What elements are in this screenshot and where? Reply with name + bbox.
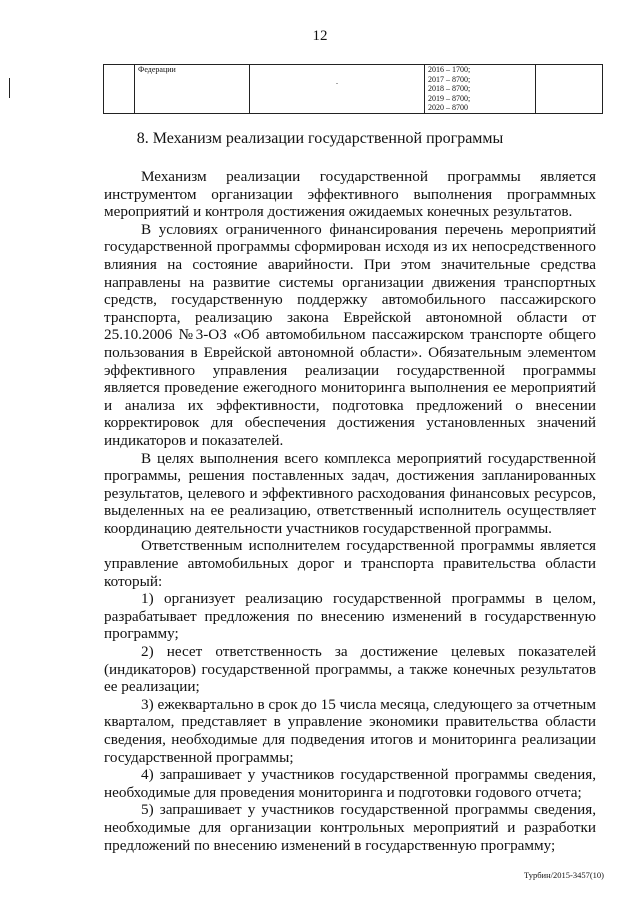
year-line: 2018 – 8700;	[428, 84, 471, 94]
table-cell-years	[425, 65, 536, 114]
year-line: 2019 – 8700;	[428, 93, 471, 103]
paragraph-financing: В условиях ограниченного финансирования перечень мероприятий государственной программы сформирован исходя из их непосредственного влияния на состояние аварийности. При этом значительные средства направлены на развитие системы организации движения транспортных средств, государственную поддержку автомобильного пассажирского транспорта, реализацию закона Еврейской автономной области от 25.10.2006 №3-ОЗ «Об автомобильном пассажирском транспорте общего пользования в Еврейской автономной области». Обязательным элементом эффективного управления реализации государственной программы является проведение ежегодного мониторинга выполнения ее мероприятий и анализа их эффективности, подготовка предложений о внесении корректировок для обеспечения достижения установленных значений индикаторов и показателей.	[104, 220, 596, 449]
table-dot: .	[336, 77, 338, 86]
document-body	[104, 168, 596, 854]
list-item: 3) ежеквартально в срок до 15 числа месяца, следующего за отчетным кварталом, представляет в управление экономики правительства области сведения, необходимые для подведения итогов и мониторинга реализации государственной программы;	[104, 695, 596, 766]
table-cell-federation: Федерации	[135, 65, 250, 114]
list-item: 4) запрашивает у участников государственной программы сведения, необходимые для проведения мониторинга и подготовки годового отчета;	[104, 766, 596, 801]
table-fragment	[103, 64, 603, 114]
section-title: 8. Механизм реализации государственной программы	[136, 130, 504, 147]
year-line: 2017 – 8700;	[428, 74, 471, 84]
paragraph-goals: В целях выполнения всего комплекса мероприятий государственной программы, решения поставленных задач, достижения запланированных результатов, целевого и эффективного расходования финансовых ресурсов, выделенных на ее реализацию, ответственный исполнитель осуществляет координацию деятельности участников государственной программы.	[104, 449, 596, 537]
page-number: 12	[312, 28, 328, 44]
paragraph-mechanism: Механизм реализации государственной программы является инструментом организации эффективного выполнения программных мероприятий и контроля достижения ожидаемых конечных результатов.	[104, 168, 596, 221]
table-cell-mark	[250, 65, 425, 114]
list-item: 2) несет ответственность за достижение целевых показателей (индикаторов) государственной программы, а также конечных результатов ее реализации;	[104, 643, 596, 696]
margin-mark	[9, 78, 10, 98]
list-item: 5) запрашивает у участников государственной программы сведения, необходимые для организации контрольных мероприятий и разработки предложений по внесению изменений в государственную программу;	[104, 801, 596, 854]
year-line: 2020 – 8700	[428, 103, 468, 113]
paragraph-executor: Ответственным исполнителем государственной программы является управление автомобильных дорог и транспорта правительства области который:	[104, 537, 596, 590]
table-cell-empty	[104, 65, 135, 114]
table-row	[104, 65, 603, 114]
table-cell-empty-right	[536, 65, 603, 114]
footer-doc-code: Турбин/2015-3457(10)	[523, 870, 604, 880]
list-item: 1) организует реализацию государственной программы в целом, разрабатывает предложения по внесению изменений в государственную программу;	[104, 590, 596, 643]
year-line: 2016 – 1700;	[428, 65, 471, 74]
